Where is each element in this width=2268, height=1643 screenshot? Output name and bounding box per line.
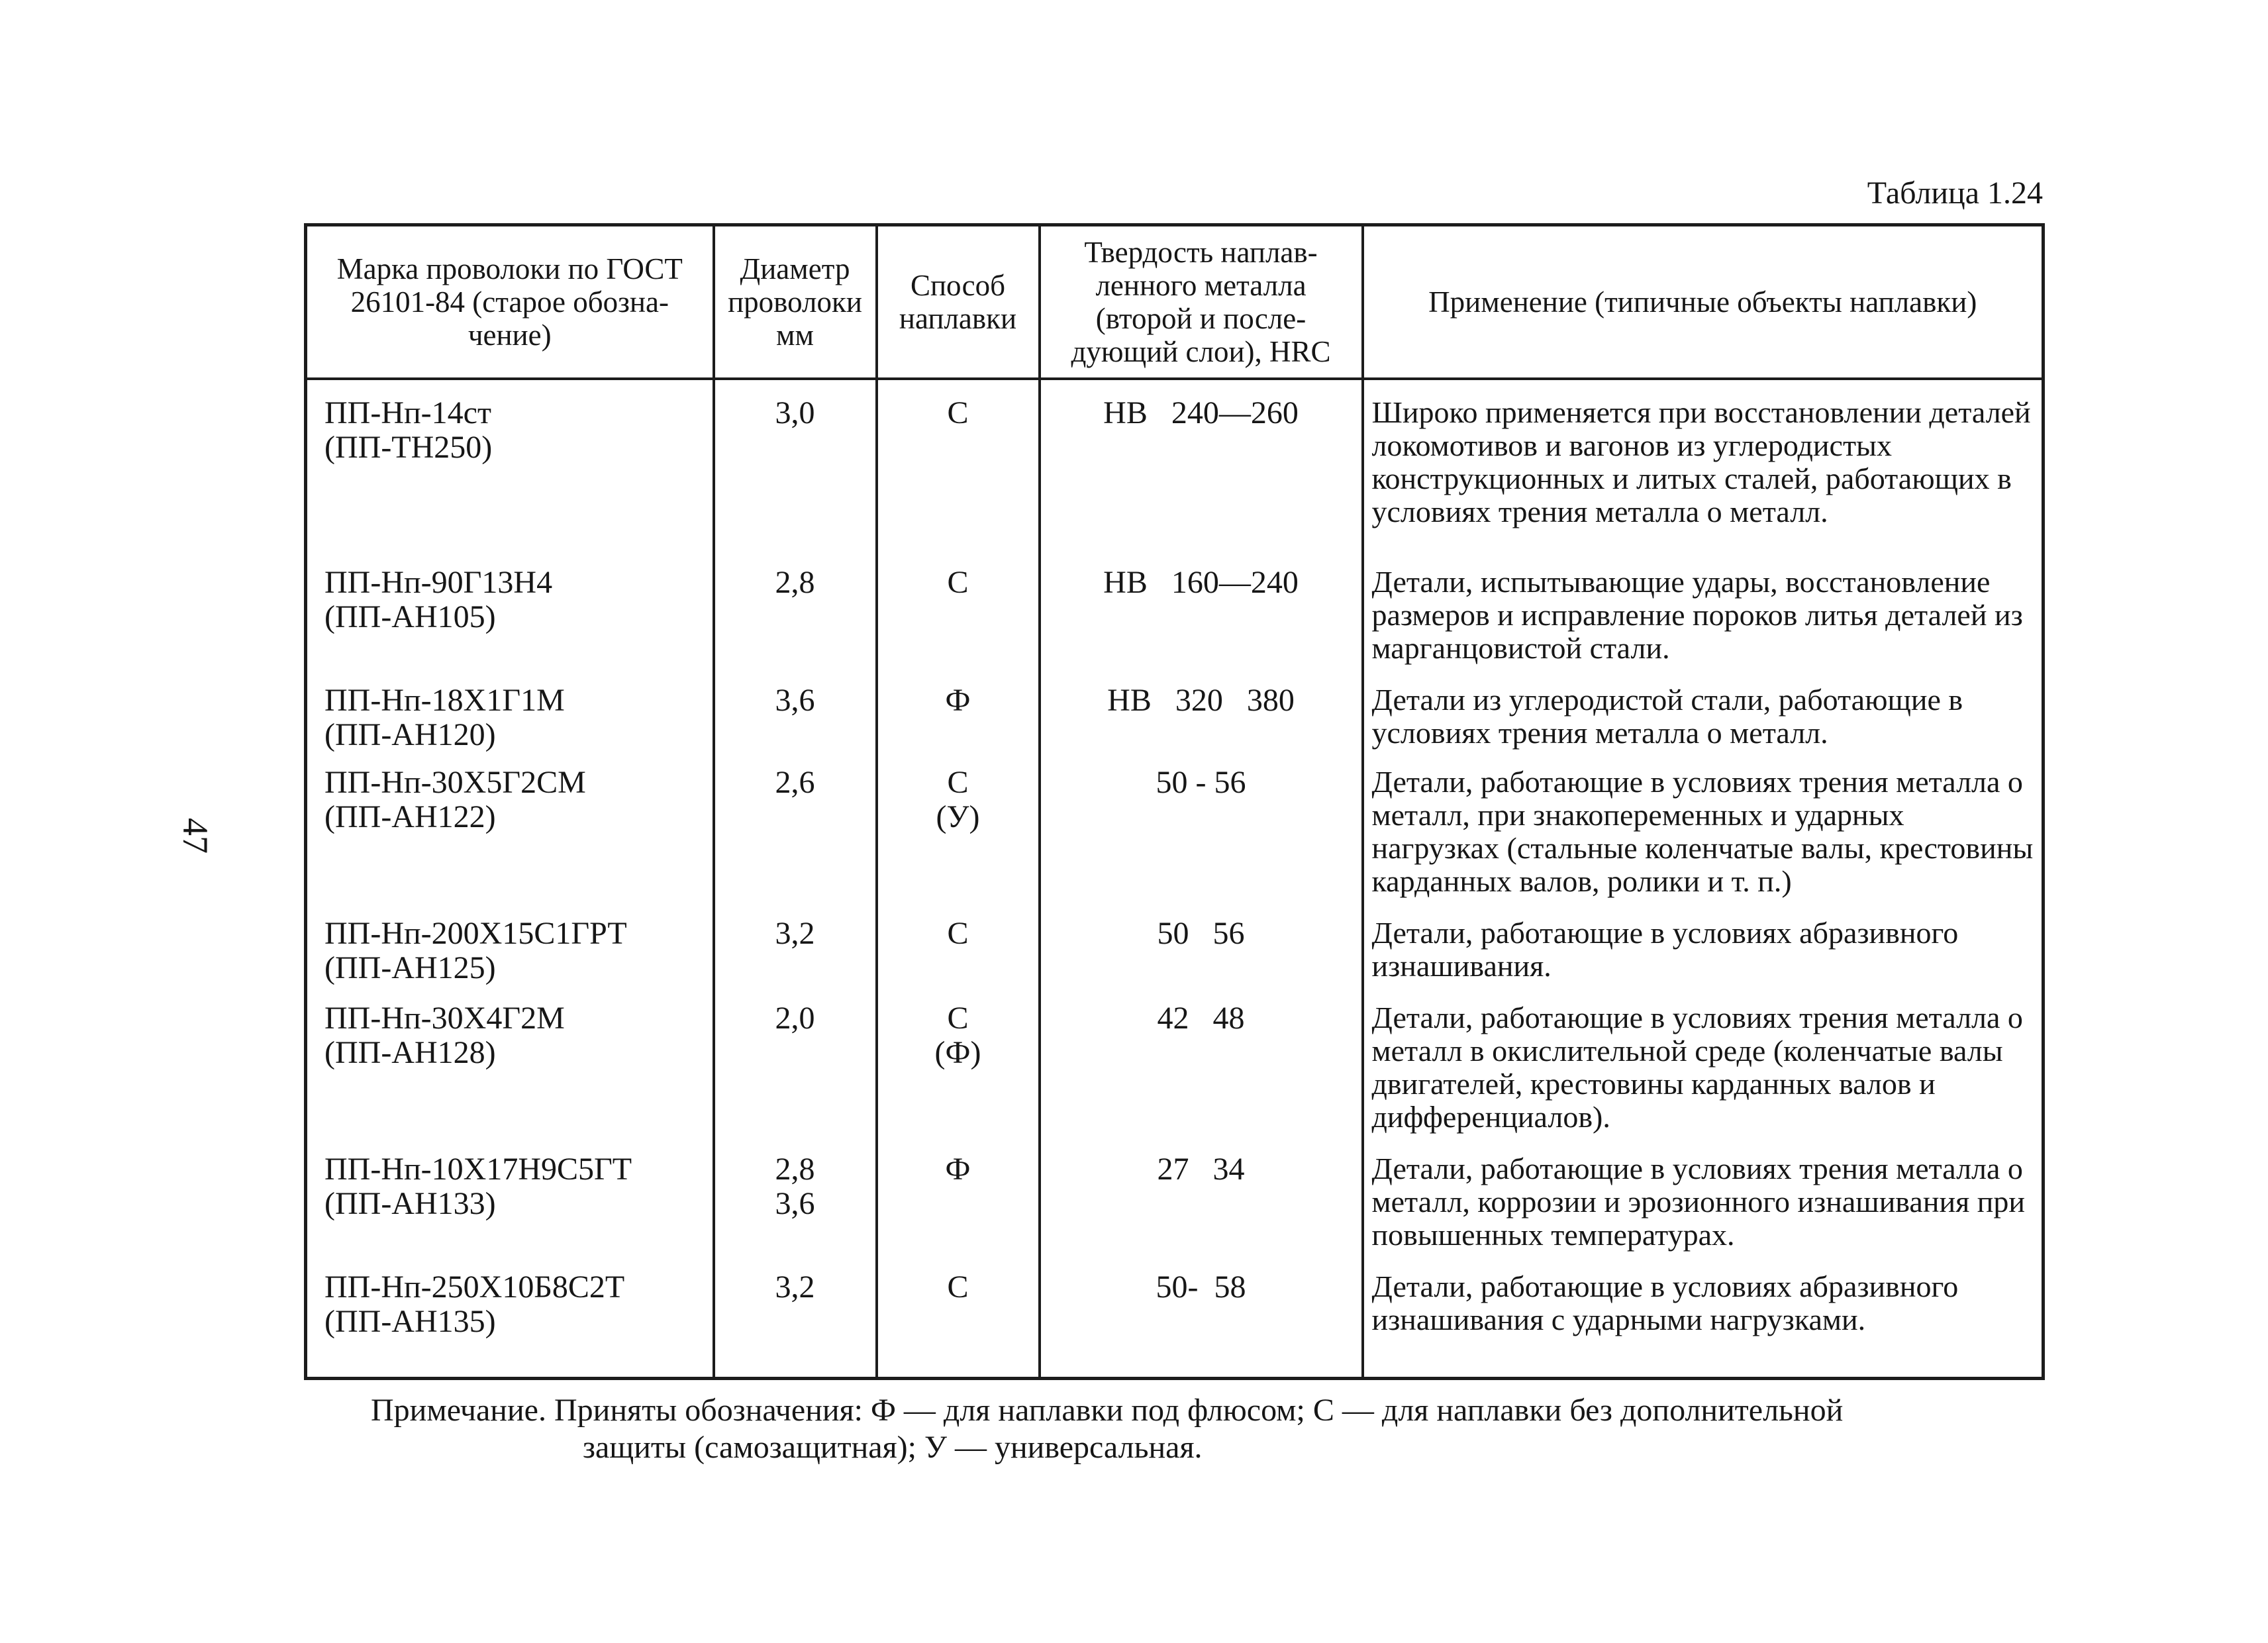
diameter-cell: 3,6	[714, 683, 877, 766]
application-cell: Детали из углеродистой стали, работающие в условиях трения металла о металл.	[1363, 683, 2044, 766]
hardness-cell: 42 48	[1040, 1001, 1363, 1152]
application-cell: Детали, испытывающие удары, восстановление размеров и исправление пороков литья деталей из марганцовистой стали.	[1363, 566, 2044, 683]
header-hardness: Твердость наплав-ленного металла (второй и после-дующий слои), HRC	[1040, 225, 1363, 379]
table-row	[306, 566, 2044, 683]
note-line-1: Примечание. Приняты обозначения: Ф — для наплавки под флюсом; С — для наплавки без дополнительной	[371, 1393, 1844, 1428]
old-grade-text: (ПП-АН122)	[324, 799, 496, 834]
application-cell: Детали, работающие в условиях абразивного изнашивания.	[1363, 917, 2044, 1001]
method-cell	[877, 1001, 1040, 1152]
diameter-cell: 2,0	[714, 1001, 877, 1152]
method-text: С	[947, 1001, 969, 1036]
header-row	[306, 225, 2044, 379]
hardness-cell: НВ 240—260	[1040, 379, 1363, 566]
grade-text: ПП-Нп-200Х15С1ГРТ	[324, 916, 627, 951]
method-cell: Ф	[877, 1152, 1040, 1270]
note-line-2: защиты (самозащитная); У — универсальная.	[583, 1430, 1203, 1465]
old-grade-text: (ПП-АН105)	[324, 599, 496, 634]
diameter-cell: 3,0	[714, 379, 877, 566]
grade-text: ПП-Нп-30Х4Г2М	[324, 1001, 565, 1036]
table-row	[306, 1001, 2044, 1152]
old-grade-text: (ПП-АН128)	[324, 1035, 496, 1070]
method-cell: С	[877, 379, 1040, 566]
application-cell: Детали, работающие в условиях трения металла о металл, при знакопеременных и ударных нагрузках (стальные коленчатые валы, крестовины карданных валов, ролики и т. п.)	[1363, 766, 2044, 917]
grade-cell	[306, 1270, 714, 1379]
grade-text: ПП-Нп-18Х1Г1М	[324, 683, 565, 718]
diameter-cell	[714, 1152, 877, 1270]
diameter-text: 2,8	[775, 1152, 815, 1187]
grade-text: ПП-Нп-10Х17Н9С5ГТ	[324, 1152, 632, 1187]
diameter-cell: 3,2	[714, 917, 877, 1001]
method-cell: С	[877, 917, 1040, 1001]
hardness-cell: 27 34	[1040, 1152, 1363, 1270]
diameter-cell: 2,8	[714, 566, 877, 683]
application-cell: Детали, работающие в условиях трения металла о металл, коррозии и эрозионного изнашивания при повышенных температурах.	[1363, 1152, 2044, 1270]
application-cell: Детали, работающие в условиях трения металла о металл в окислительной среде (коленчатые валы двигателей, крестовины карданных валов и дифференциалов).	[1363, 1001, 2044, 1152]
hardness-cell: НВ 160—240	[1040, 566, 1363, 683]
diameter-extra-text: 3,6	[775, 1186, 815, 1221]
hardness-cell: НВ 320 380	[1040, 683, 1363, 766]
header-diameter: Диаметр проволоки мм	[714, 225, 877, 379]
application-cell: Детали, работающие в условиях абразивного изнашивания с ударными нагрузками.	[1363, 1270, 2044, 1379]
header-grade: Марка проволоки по ГОСТ 26101-84 (старое обозна-чение)	[306, 225, 714, 379]
grade-text: ПП-Нп-30Х5Г2СМ	[324, 765, 586, 800]
table-caption: Таблица 1.24	[1867, 175, 2043, 211]
table-row	[306, 917, 2044, 1001]
old-grade-text: (ПП-АН125)	[324, 950, 496, 985]
table-row	[306, 683, 2044, 766]
hardness-cell: 50 56	[1040, 917, 1363, 1001]
table-row	[306, 766, 2044, 917]
grade-cell	[306, 766, 714, 917]
old-grade-text: (ПП-АН133)	[324, 1186, 496, 1221]
table-row	[306, 379, 2044, 566]
method-cell: С	[877, 566, 1040, 683]
table-note	[371, 1392, 2046, 1466]
method-cell: С	[877, 1270, 1040, 1379]
grade-text: ПП-Нп-90Г13Н4	[324, 565, 553, 600]
header-method: Способ наплавки	[877, 225, 1040, 379]
old-grade-text: (ПП-ТН250)	[324, 430, 493, 465]
grade-cell	[306, 683, 714, 766]
old-grade-text: (ПП-АН135)	[324, 1304, 496, 1339]
grade-cell	[306, 379, 714, 566]
method-extra-text: (У)	[936, 799, 980, 834]
method-text: С	[947, 765, 969, 800]
grade-cell	[306, 1152, 714, 1270]
table-row	[306, 1152, 2044, 1270]
diameter-cell: 2,6	[714, 766, 877, 917]
table-row	[306, 1270, 2044, 1379]
method-extra-text: (Ф)	[934, 1035, 981, 1070]
page-number: 47	[175, 818, 215, 854]
application-cell: Широко применяется при восстановлении деталей локомотивов и вагонов из углеродистых конструкционных и литых сталей, работающих в условиях трения металла о металл.	[1363, 379, 2044, 566]
grade-cell	[306, 917, 714, 1001]
diameter-cell: 3,2	[714, 1270, 877, 1379]
hardness-cell: 50 - 56	[1040, 766, 1363, 917]
header-application: Применение (типичные объекты наплавки)	[1363, 225, 2044, 379]
old-grade-text: (ПП-АН120)	[324, 717, 496, 752]
wire-table	[304, 223, 2045, 1380]
grade-text: ПП-Нп-250Х10Б8С2Т	[324, 1270, 625, 1305]
grade-cell	[306, 566, 714, 683]
hardness-cell: 50- 58	[1040, 1270, 1363, 1379]
grade-text: ПП-Нп-14ст	[324, 395, 491, 430]
method-cell: Ф	[877, 683, 1040, 766]
grade-cell	[306, 1001, 714, 1152]
method-cell	[877, 766, 1040, 917]
